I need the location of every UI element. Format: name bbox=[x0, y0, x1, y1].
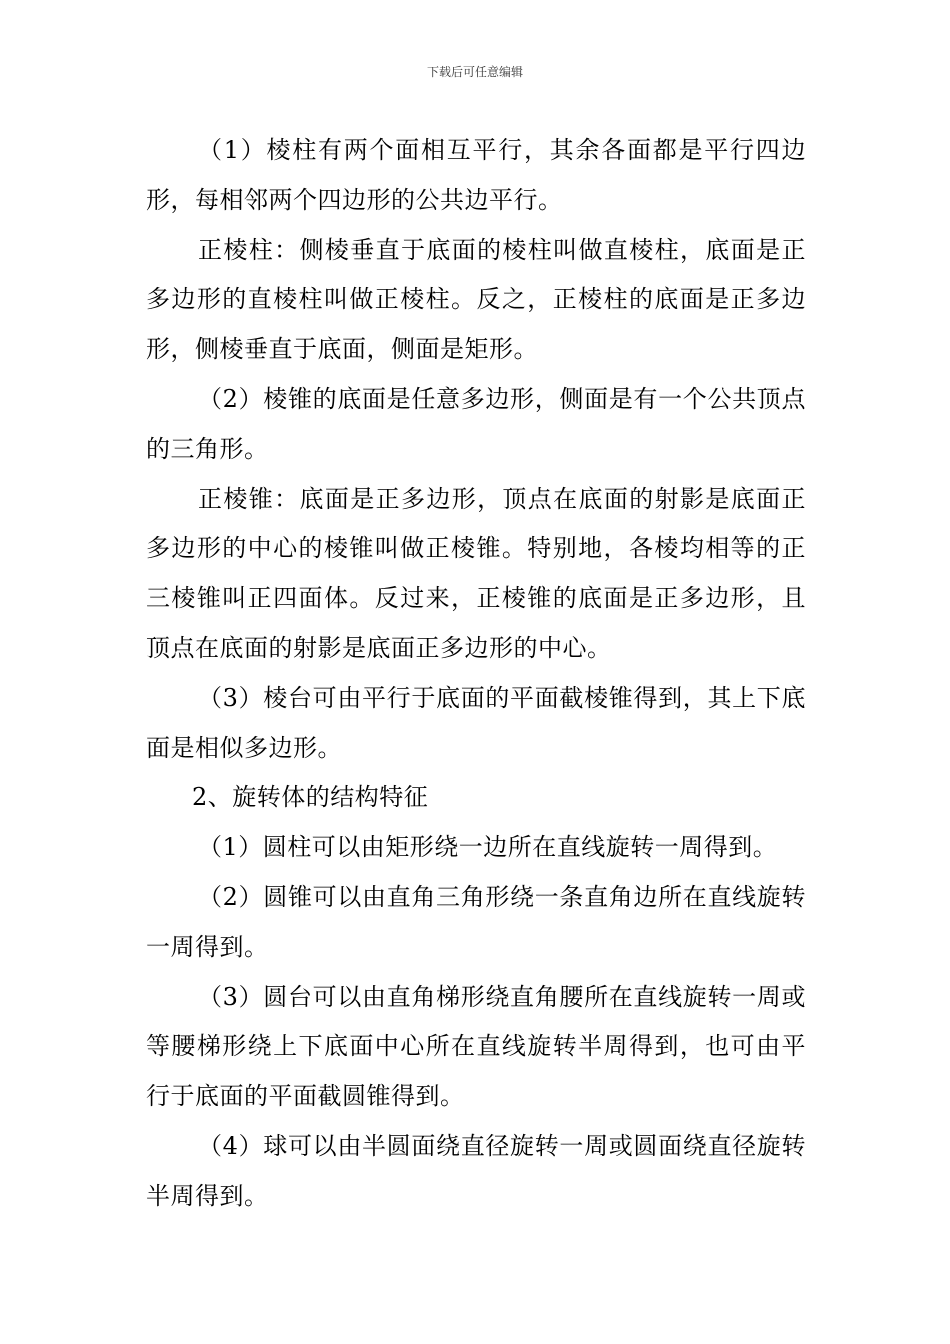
paragraph-regular-pyramid: 正棱锥：底面是正多边形，顶点在底面的射影是底面正多边形的中心的棱锥叫做正棱锥。特别地，各棱均相等的正三棱锥叫正四面体。反过来，正棱锥的底面是正多边形，且顶点在底面的射影是底面正多边形的中心。 bbox=[146, 484, 806, 662]
paragraph-cylinder: （1）圆柱可以由矩形绕一边所在直线旋转一周得到。 bbox=[198, 833, 778, 862]
paragraph-sphere: （4）球可以由半圆面绕直径旋转一周或圆面绕直径旋转半周得到。 bbox=[146, 1131, 806, 1210]
paragraph-pyramid: （2）棱锥的底面是任意多边形，侧面是有一个公共顶点的三角形。 bbox=[146, 384, 806, 463]
page-header: 下载后可任意编辑 bbox=[426, 65, 523, 79]
paragraph-prism: （1）棱柱有两个面相互平行，其余各面都是平行四边形，每相邻两个四边形的公共边平行。 bbox=[146, 136, 806, 214]
document-body bbox=[146, 126, 806, 1222]
paragraph-right-prism: 正棱柱：侧棱垂直于底面的棱柱叫做直棱柱，底面是正多边形的直棱柱叫做正棱柱。反之，正棱柱的底面是正多边形，侧棱垂直于底面，侧面是矩形。 bbox=[146, 235, 806, 364]
paragraph-cone: （2）圆锥可以由直角三角形绕一条直角边所在直线旋转一周得到。 bbox=[146, 882, 806, 961]
paragraph-truncated-cone: （3）圆台可以由直角梯形绕直角腰所在直线旋转一周或等腰梯形绕上下底面中心所在直线旋转半周得到，也可由平行于底面的平面截圆锥得到。 bbox=[146, 982, 806, 1111]
paragraph-frustum: （3）棱台可由平行于底面的平面截棱锥得到，其上下底面是相似多边形。 bbox=[146, 683, 806, 762]
section-heading-solids-of-revolution: 2、旋转体的结构特征 bbox=[192, 783, 429, 812]
